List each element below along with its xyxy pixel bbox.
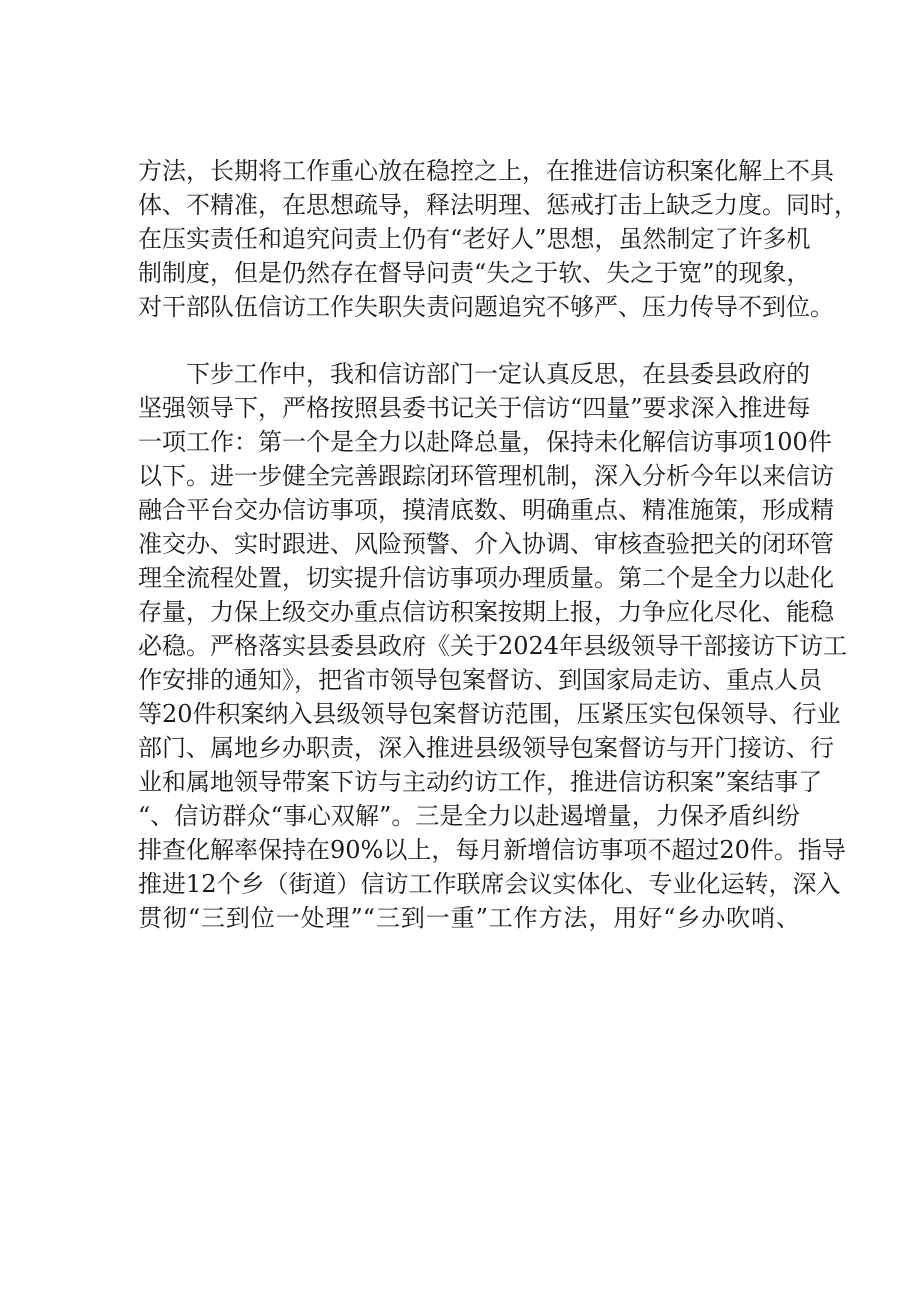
paragraph-1 xyxy=(138,154,858,324)
text-line: 坚强领导下，严格按照县委书记关于信访“四量”要求深入推进每 xyxy=(138,394,811,422)
document-body xyxy=(138,154,858,935)
text-line: 排查化解率保持在90%以上，每月新增信访事项不超过20件。指导 xyxy=(138,836,846,864)
text-line: 必稳。严格落实县委县政府《关于2024年县级领导干部接访下访工 xyxy=(138,632,848,660)
text-line: “、信访群众“事心双解”。三是全力以赴遏增量，力保矛盾纠纷 xyxy=(138,802,800,830)
text-line: 贯彻“三到位一处理”“三到一重”工作方法，用好“乡办吹哨、 xyxy=(138,904,800,932)
text-line: 制制度，但是仍然存在督导问责“失之于软、失之于宽”的现象， xyxy=(138,259,811,287)
text-line: 等20件积案纳入县级领导包案督访范围，压紧压实包保领导、行业 xyxy=(138,700,841,728)
text-line: 以下。进一步健全完善跟踪闭环管理机制，深入分析今年以来信访 xyxy=(138,462,834,490)
text-line: 方法，长期将工作重心放在稳控之上，在推进信访积案化解上不具 xyxy=(138,157,834,185)
text-line: 下步工作中，我和信访部门一定认真反思，在县委县政府的 xyxy=(138,360,810,388)
text-line: 融合平台交办信访事项，摸清底数、明确重点、精准施策，形成精 xyxy=(138,496,834,524)
text-line: 业和属地领导带案下访与主动约访工作，推进信访积案”案结事了 xyxy=(138,768,823,796)
paragraph-spacer xyxy=(138,324,800,357)
text-line: 理全流程处置，切实提升信访事项办理质量。第二个是全力以赴化 xyxy=(138,564,834,592)
paragraph-2 xyxy=(138,357,848,935)
text-line: 对干部队伍信访工作失职失责问题追究不够严、压力传导不到位。 xyxy=(138,293,834,321)
text-line: 一项工作：第一个是全力以赴降总量，保持未化解信访事项100件 xyxy=(138,428,832,456)
text-line: 体、不精准，在思想疏导，释法明理、惩戒打击上缺乏力度。同时， xyxy=(138,191,858,219)
text-line: 准交办、实时跟进、风险预警、介入协调、审核查验把关的闭环管 xyxy=(138,530,834,558)
text-line: 部门、属地乡办职责，深入推进县级领导包案督访与开门接访、行 xyxy=(138,734,834,762)
text-line: 作安排的通知》，把省市领导包案督访、到国家局走访、重点人员 xyxy=(138,666,822,694)
text-line: 推进12个乡（街道）信访工作联席会议实体化、专业化运转，深入 xyxy=(138,870,841,898)
text-line: 存量，力保上级交办重点信访积案按期上报，力争应化尽化、能稳 xyxy=(138,598,834,626)
text-line: 在压实责任和追究问责上仍有“老好人”思想，虽然制定了许多机 xyxy=(138,225,811,253)
